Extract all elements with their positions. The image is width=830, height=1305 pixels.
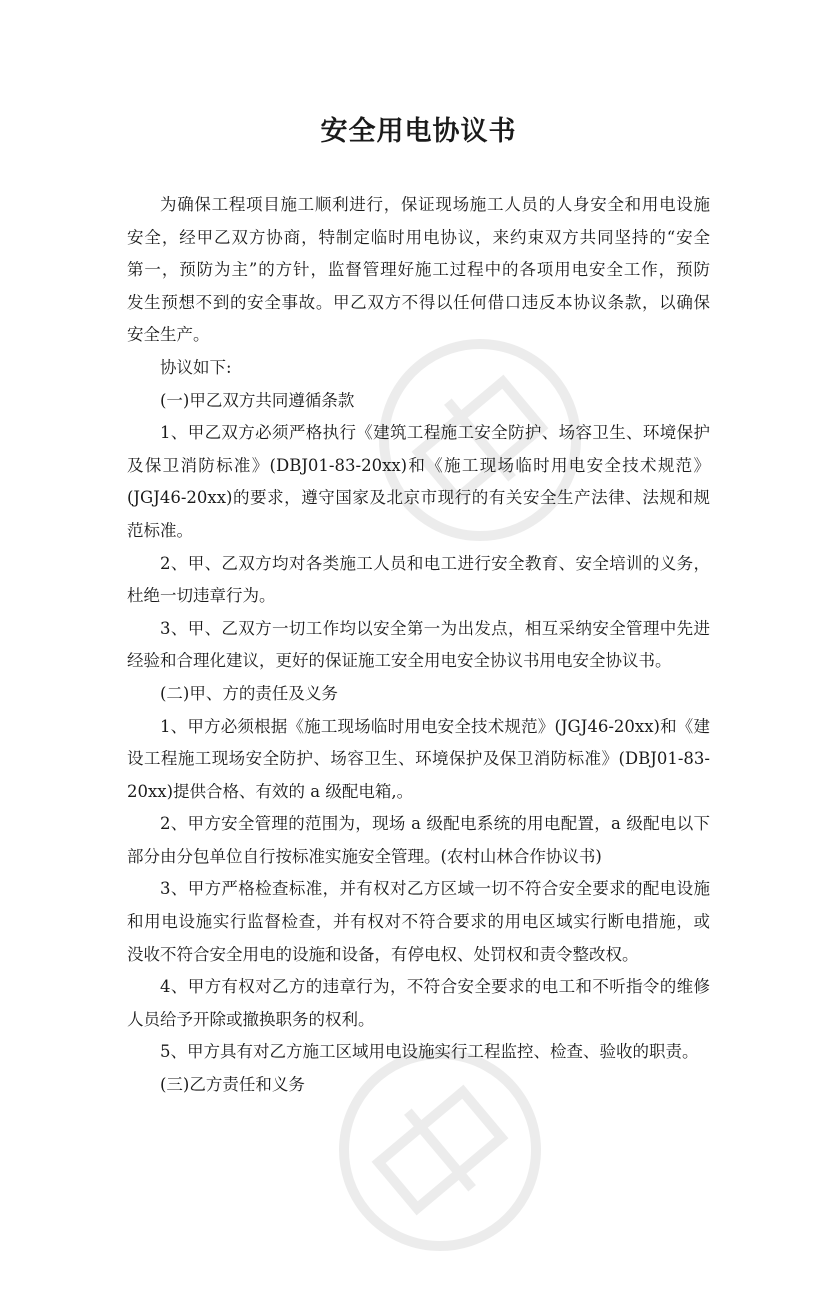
paragraph-line: 2、甲、乙双方均对各类施工人员和电工进行安全教育、安全培训的义务， <box>160 553 710 573</box>
paragraph-section-3-heading <box>127 1069 710 1102</box>
paragraph-line: 4、甲方有权对乙方的违章行为，不符合安全要求的电工和不听指令的维修 <box>160 977 710 997</box>
paragraph-s1-item2 <box>127 548 710 613</box>
paragraph-line: (一)甲乙双方共同遵循条款 <box>160 390 355 410</box>
paragraph-line: (三)乙方责任和义务 <box>160 1075 305 1095</box>
paragraph-line: 为确保工程项目施工顺利进行，保证现场施工人员的人身安全和用电设施 <box>160 195 710 214</box>
paragraph-line: 协议如下: <box>160 357 232 377</box>
paragraph-s1-item1 <box>127 417 710 547</box>
paragraph-line: 3、甲方严格检查标准，并有权对乙方区域一切不符合安全要求的配电设施 <box>160 879 710 899</box>
paragraph-line: 20xx)提供合格、有效的 a 级配电箱,。 <box>127 781 414 801</box>
paragraph-line: 部分由分包单位自行按标准实施安全管理。(农村山林合作协议书) <box>127 846 602 866</box>
paragraph-line: 发生预想不到的安全事故。甲乙双方不得以任何借口违反本协议条款，以确保 <box>127 292 710 312</box>
paragraph-line: (二)甲、方的责任及义务 <box>160 683 338 703</box>
document-page <box>127 0 710 1102</box>
paragraph-line: 范标准。 <box>127 520 193 540</box>
paragraph-s1-item3 <box>127 613 710 678</box>
paragraph-section-2-heading <box>127 678 710 711</box>
document-body <box>127 189 710 1102</box>
paragraph-line: 和用电设施实行监督检查，并有权对不符合要求的用电区域实行断电措施，或 <box>127 912 710 932</box>
paragraph-s2-item3 <box>127 873 710 971</box>
paragraph-section-1-heading <box>127 385 710 418</box>
paragraph-line: 2、甲方安全管理的范围为，现场 a 级配电系统的用电配置，a 级配电以下 <box>160 814 710 834</box>
paragraph-agreement-intro <box>127 352 710 385</box>
paragraph-line: 安全生产。 <box>127 325 210 345</box>
paragraph-line: 5、甲方具有对乙方施工区域用电设施实行工程监控、检查、验收的职责。 <box>160 1042 699 1062</box>
paragraph-s2-item5 <box>127 1036 710 1069</box>
paragraph-line: 安全，经甲乙双方协商，特制定临时用电协议，来约束双方共同坚持的“安全 <box>127 227 710 247</box>
paragraph-s2-item2 <box>127 808 710 873</box>
paragraph-intro <box>127 189 710 352</box>
document-title: 安全用电协议书 <box>320 116 517 147</box>
paragraph-line: 经验和合理化建议，更好的保证施工安全用电安全协议书用电安全协议书。 <box>127 651 672 671</box>
paragraph-line: 1、甲乙双方必须严格执行《建筑工程施工安全防护、场容卫生、环境保护 <box>160 423 710 443</box>
paragraph-line: 设工程施工现场安全防护、场容卫生、环境保护及保卫消防标准》(DBJ01-83- <box>127 749 710 769</box>
paragraph-line: (JGJ46-20xx)的要求，遵守国家及北京市现行的有关安全生产法律、法规和规 <box>127 488 710 508</box>
paragraph-line: 没收不符合安全用电的设施和设备，有停电权、处罚权和责令整改权。 <box>127 944 639 964</box>
paragraph-s2-item1 <box>127 711 710 809</box>
paragraph-line: 第一，预防为主”的方针，监督管理好施工过程中的各项用电安全工作，预防 <box>127 260 710 280</box>
paragraph-s2-item4 <box>127 971 710 1036</box>
paragraph-line: 及保卫消防标准》(DBJ01-83-20xx)和《施工现场临时用电安全技术规范》 <box>127 455 710 475</box>
paragraph-line: 杜绝一切违章行为。 <box>127 586 276 606</box>
paragraph-line: 1、甲方必须根据《施工现场临时用电安全技术规范》(JGJ46-20xx)和《建 <box>160 716 710 736</box>
paragraph-line: 3、甲、乙双方一切工作均以安全第一为出发点，相互采纳安全管理中先进 <box>160 618 710 638</box>
paragraph-line: 人员给予开除或撤换职务的权利。 <box>127 1009 375 1029</box>
